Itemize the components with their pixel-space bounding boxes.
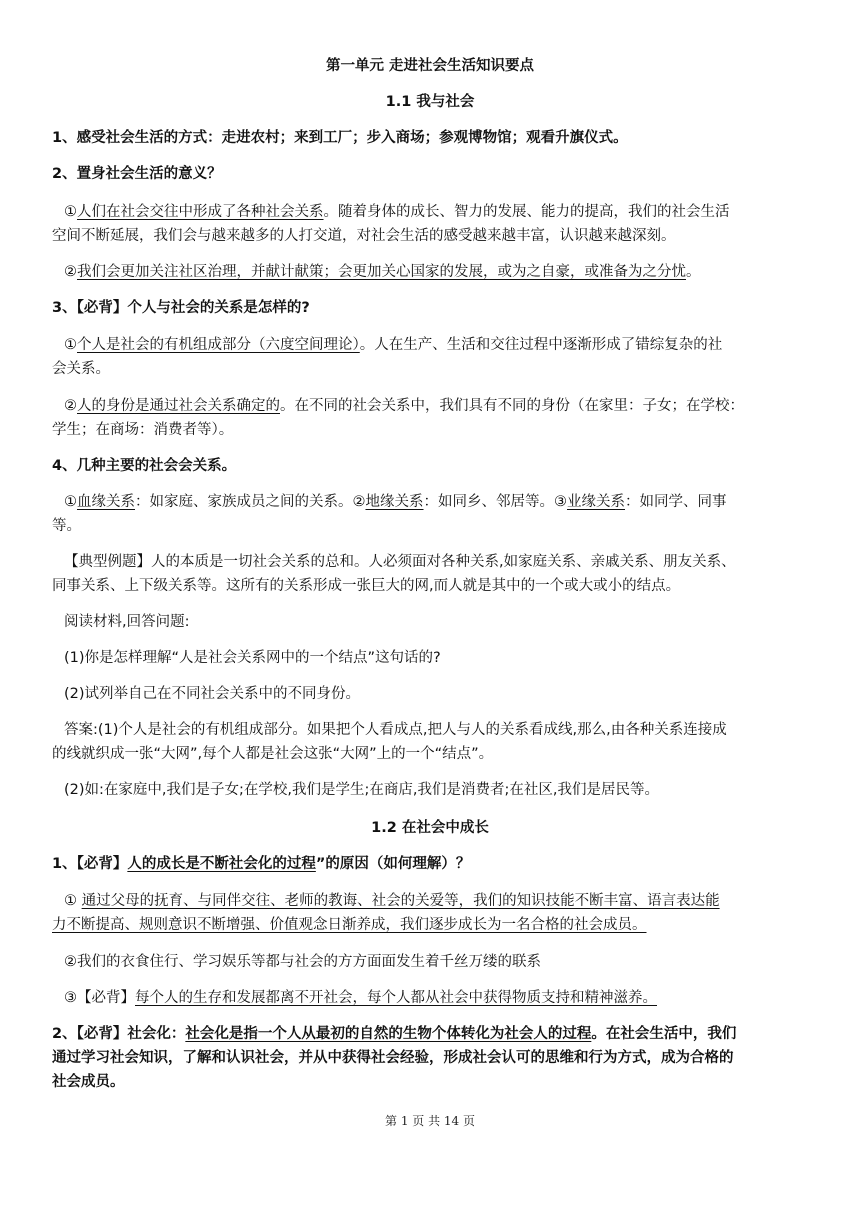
s2q1-p3-prefix: ③【必背】 [64, 990, 135, 1006]
example-question-2: (2)试列举自己在不同社会关系中的不同身份。 [64, 686, 361, 702]
q2-point-1 [64, 200, 824, 224]
s2q1-key: 人的成长是不断社会化的过程 [127, 856, 316, 872]
s2q1-prefix: 1、【必背】 [52, 856, 128, 872]
s2q2-prefix: 2、【必背】社会化： [52, 1026, 186, 1042]
answer-1-line-1: 答案:(1)个人是社会的有机组成部分。如果把个人看成点,把人与人的关系看成线,那么,由各种关系连接成 [64, 722, 727, 738]
q4-marker-1: ① [64, 494, 77, 510]
q3-p2-marker: ② [64, 398, 77, 414]
s2q1-point-1-cont [52, 913, 812, 937]
example-line-1: 【典型例题】人的本质是一切社会关系的总和。人必须面对各种关系,如家庭关系、亲戚关系、朋友关系、 [64, 554, 736, 570]
q3-p1-key: 个人是社会的有机组成部分（六度空间理论） [77, 337, 360, 353]
q3-p1-text: 。人在生产、生活和交往过程中逐渐形成了错综复杂的社 [359, 337, 723, 353]
s2q1-point-3 [64, 986, 824, 1010]
s2q1-suffix: ”的原因（如何理解）？ [315, 856, 471, 872]
s2-question-2 [52, 1022, 812, 1046]
question-3: 3、【必背】个人与社会的关系是怎样的? [52, 300, 310, 316]
q2-point-1-cont: 空间不断延展，我们会与越来越多的人打交道，对社会生活的感受越来越丰富，认识越来越深刻。 [52, 228, 676, 244]
section-title-1-1: 1.1 我与社会 [385, 94, 475, 110]
answer-2: (2)如:在家庭中,我们是子女;在学校,我们是学生;在商店,我们是消费者;在社区,我们是居民等。 [64, 782, 660, 798]
s2-question-1 [52, 852, 812, 876]
s2q1-point-2: ②我们的衣食住行、学习娱乐等都与社会的方方面面发生着千丝万缕的联系 [64, 954, 541, 970]
q2-p2-text: 。 [686, 264, 701, 280]
q2-point-2 [64, 260, 824, 284]
q2-p1-marker: ① [64, 204, 77, 220]
q2-p2-marker: ② [64, 264, 77, 280]
work-relation: 业缘关系 [567, 494, 625, 510]
q4-text-1: ：如家庭、家族成员之间的关系。② [135, 494, 366, 510]
q4-text-2: ：如同乡、邻居等。③ [423, 494, 567, 510]
s2q2-text: 。在社会生活中，我们 [591, 1026, 737, 1042]
q3-point-2-cont: 学生；在商场：消费者等）。 [52, 422, 234, 438]
geo-relation: 地缘关系 [365, 494, 424, 510]
q3-point-1 [64, 333, 824, 357]
s2q1-point-1 [64, 889, 824, 913]
answer-1-line-2: 的线就织成一张“大网”,每个人都是社会这张“大网”上的一个“结点”。 [52, 746, 494, 762]
q4-text-3: ：如同学、同事 [625, 494, 727, 510]
q3-p1-marker: ① [64, 337, 77, 353]
blood-relation: 血缘关系 [77, 494, 135, 510]
question-2: 2、置身社会生活的意义？ [52, 166, 222, 182]
question-1: 1、感受社会生活的方式：走进农村；来到工厂；步入商场；参观博物馆；观看升旗仪式。 [52, 130, 628, 146]
page-footer: 第 1 页 共 14 页 [385, 1114, 475, 1128]
unit-title: 第一单元 走进社会生活知识要点 [325, 58, 535, 74]
section-title-1-2: 1.2 在社会中成长 [371, 820, 489, 836]
s2-question-2-line-3: 社会成员。 [52, 1074, 125, 1090]
example-read: 阅读材料,回答问题: [64, 614, 190, 630]
example-question-1: (1)你是怎样理解“人是社会关系网中的一个结点”这句话的? [64, 650, 441, 666]
q2-p2-key: 我们会更加关注社区治理，并献计献策；会更加关心国家的发展，或为之自豪，或准备为之分忧 [77, 264, 686, 280]
q3-point-1-cont: 会关系。 [52, 361, 110, 377]
s2q1-p3-key: 每个人的生存和发展都离不开社会，每个人都从社会中获得物质支持和精神滋养。 [135, 990, 657, 1006]
q4-relations-cont: 等。 [52, 518, 81, 534]
s2-question-2-line-2: 通过学习社会知识，了解和认识社会，并从中获得社会经验，形成社会认可的思维和行为方式，成为合格的 [52, 1050, 734, 1066]
q3-point-2 [64, 394, 824, 418]
s2q2-key: 社会化是指一个人从最初的自然的生物个体转化为社会人的过程 [185, 1026, 592, 1042]
s2q1-p1-key-cont: 力不断提高、规则意识不断增强、价值观念日渐养成，我们逐步成长为一名合格的社会成员。 [52, 917, 647, 933]
q3-p2-text: 。在不同的社会关系中，我们具有不同的身份（在家里：子女；在学校： [280, 398, 744, 414]
s2q1-p1-key: 通过父母的抚育、与同伴交往、老师的教诲、社会的关爱等，我们的知识技能不断丰富、语言表达能 [81, 893, 720, 909]
q2-p1-text: 。随着身体的成长、智力的发展、能力的提高，我们的社会生活 [323, 204, 730, 220]
example-line-2: 同事关系、上下级关系等。这所有的关系形成一张巨大的网,而人就是其中的一个或大或小的结点。 [52, 578, 681, 594]
s2q1-p1-marker: ① [64, 893, 82, 909]
question-4: 4、几种主要的社会会关系。 [52, 458, 237, 474]
q2-p1-key: 人们在社会交往中形成了各种社会关系 [77, 204, 324, 220]
q4-relations [64, 490, 824, 514]
q3-p2-key: 人的身份是通过社会关系确定的 [77, 398, 280, 414]
